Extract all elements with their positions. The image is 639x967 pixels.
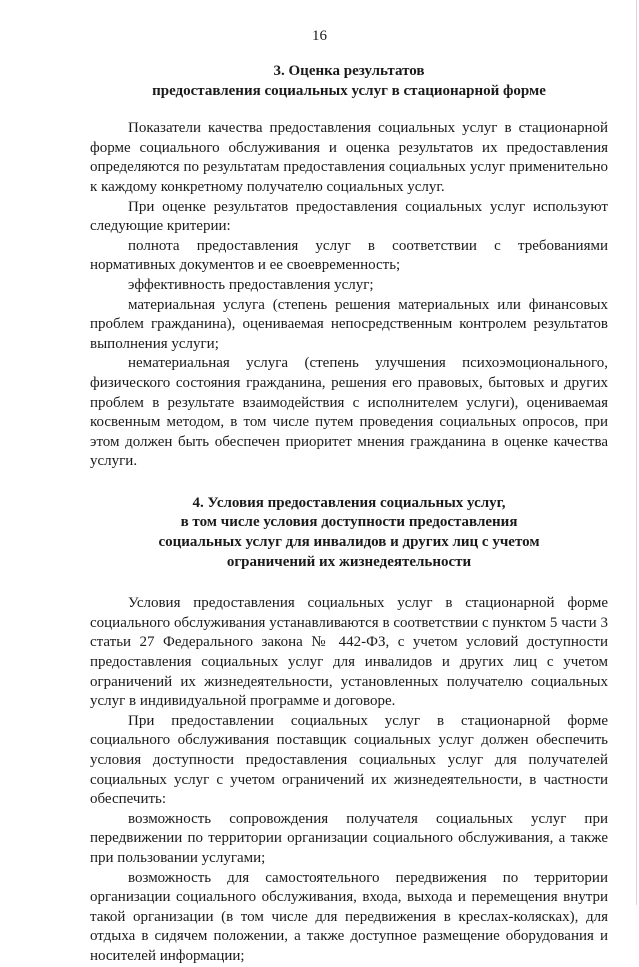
section-4-title-line-4: ограничений их жизнедеятельности <box>226 553 472 570</box>
section-4-title-line-2: в том числе условия доступности предоставления <box>180 514 518 531</box>
page-body <box>90 62 608 967</box>
criterion-item: нематериальная услуга (степень улучшения психоэмоционального, физического состояния гражданина, решения его правовых, бытовых и других проблем в результате взаимодействия с исполнителем услуги), оцениваемая косвенным методом, в том числе путем проведения социальных опросов, при этом должен быть обеспечен приоритет мнения гражданина в оценке качества услуги. <box>90 355 608 470</box>
section-3-title-line-1: 3. Оценка результатов <box>273 63 425 79</box>
paragraph: Условия предоставления социальных услуг в стационарной форме социального обслуживания устанавливаются в соответствии с пунктом 5 части 3 статьи 27 Федерального закона № 442-ФЗ, с учетом условий доступности предоставления социальных услуг для инвалидов и других лиц с учетом ограничений их жизнедеятельности, установленных получателю социальных услуг в индивидуальной программе и договоре. <box>90 595 608 710</box>
section-3-title-line-2: предоставления социальных услуг в стационарной форме <box>152 82 546 99</box>
page-number: 16 <box>312 28 327 44</box>
paragraph: Показатели качества предоставления социальных услуг в стационарной форме социального обслуживания и оценка результатов их предоставления определяются по результатам предоставления социальных услуг применительно к каждому конкретному получателю социальных услуг. <box>90 120 608 195</box>
section-4-title-line-3: социальных услуг для инвалидов и других лиц с учетом <box>158 534 540 551</box>
criterion-item: материальная услуга (степень решения материальных или финансовых проблем гражданина), оцениваемая непосредственным контролем результатов выполнения услуги; <box>90 296 608 352</box>
section-3-heading <box>90 62 608 101</box>
section-4-title-line-1: 4. Условия предоставления социальных услуг, <box>192 494 506 511</box>
criterion-item: эффективность предоставления услуг; <box>128 276 374 293</box>
section-4-heading <box>90 494 608 572</box>
condition-item: возможность для самостоятельного передвижения по территории организации социального обслуживания, входа, выхода и перемещения внутри такой организации (в том числе для передвижения в креслах-колясках), для отдыха в сидячем положении, а также доступное размещение оборудования и носителей информации; <box>90 869 608 964</box>
condition-item: возможность сопровождения получателя социальных услуг при передвижении по территории организации социального обслуживания, а также при пользовании услугами; <box>90 810 608 866</box>
paragraph: При оценке результатов предоставления социальных услуг используют следующие критерии: <box>90 198 608 235</box>
criterion-item: полнота предоставления услуг в соответствии с требованиями нормативных документов и ее своевременность; <box>90 237 608 274</box>
paragraph: При предоставлении социальных услуг в стационарной форме социального обслуживания поставщик социальных услуг должен обеспечить условия доступности предоставления социальных услуг для получателей социальных услуг с учетом ограничений их жизнедеятельности, в частности обеспечить: <box>90 712 608 808</box>
scan-edge-line <box>636 0 637 905</box>
